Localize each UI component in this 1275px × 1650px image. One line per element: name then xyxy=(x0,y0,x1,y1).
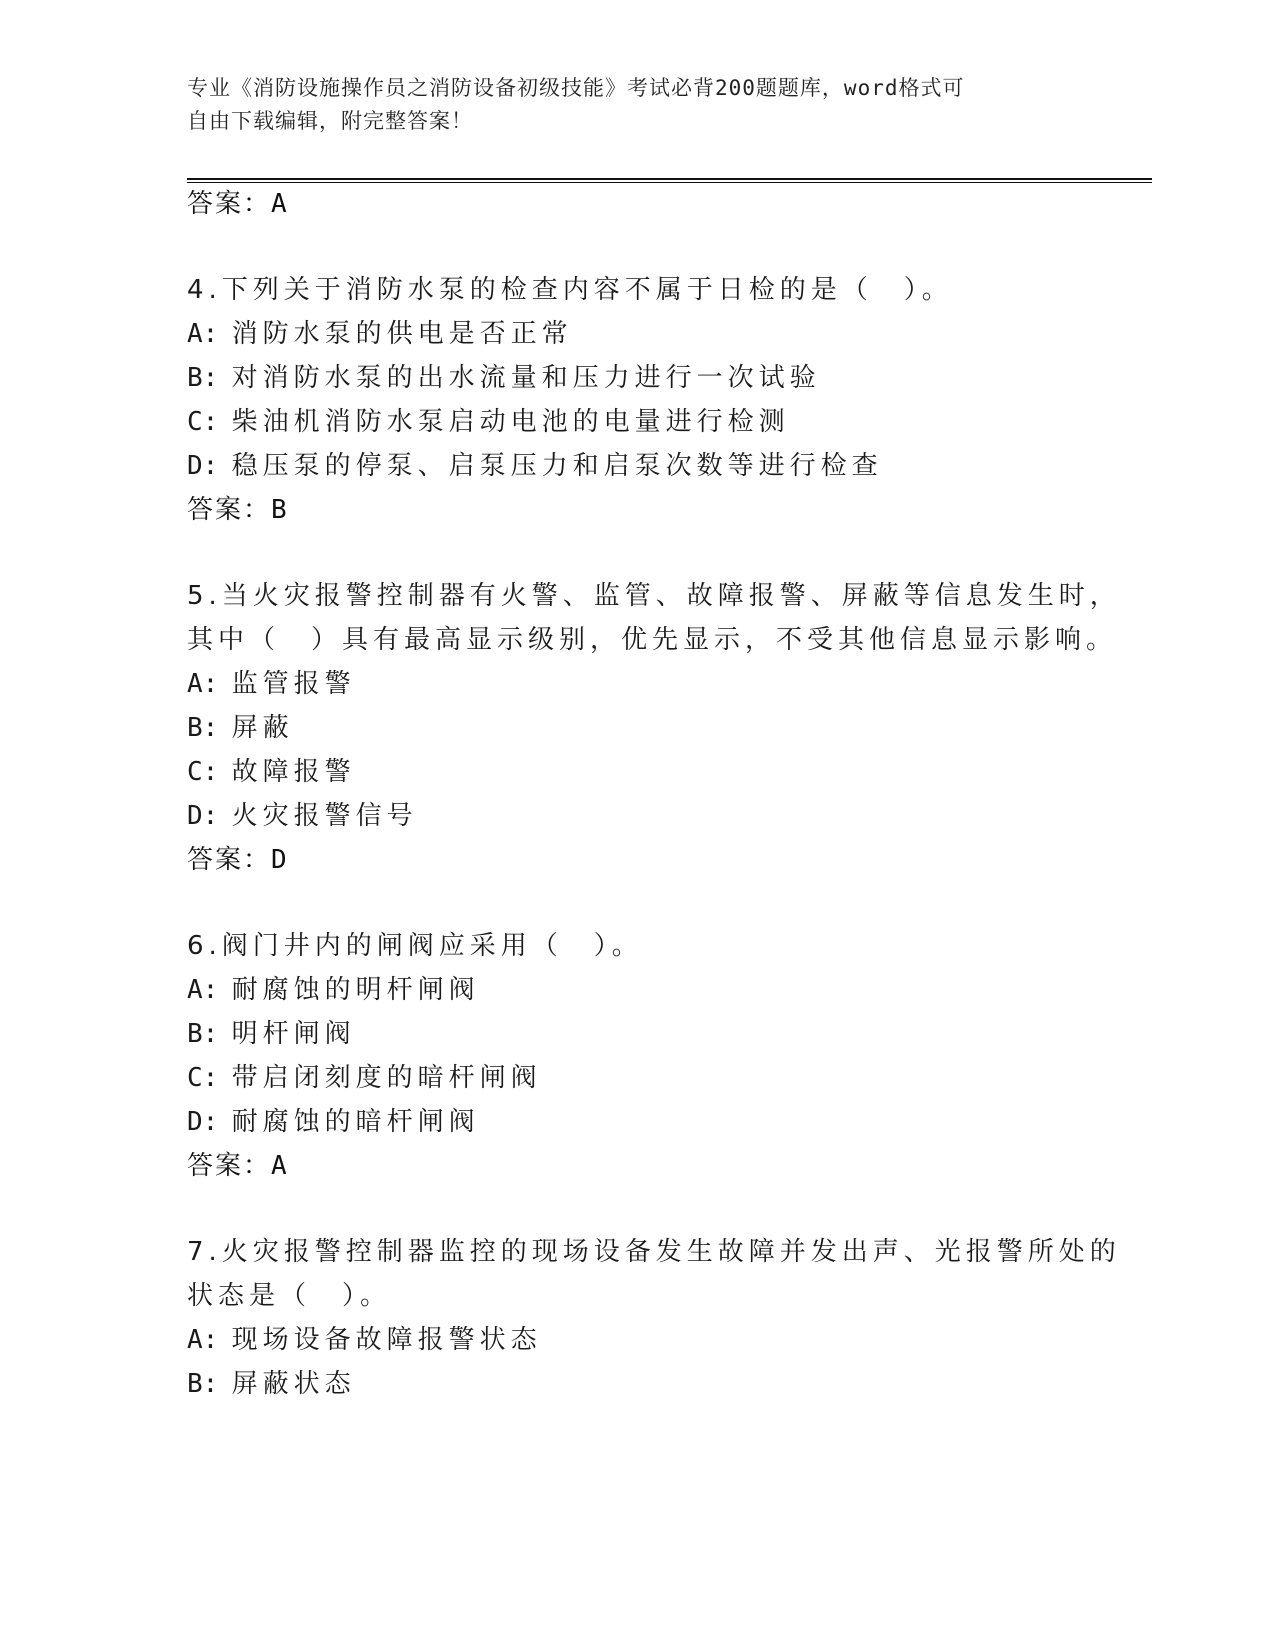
header-line-1: 专业《消防设施操作员之消防设备初级技能》考试必背200题题库，word格式可 xyxy=(187,76,965,100)
answer-value: A xyxy=(271,189,289,219)
answer-label: 答案： xyxy=(187,495,272,525)
answer-value: D xyxy=(271,845,289,875)
option-line xyxy=(187,450,883,482)
question-stem: 6.阀门井内的闸阀应采用（ ）。 xyxy=(187,931,643,961)
option-line xyxy=(187,668,356,700)
option-line xyxy=(187,756,356,788)
option-line xyxy=(187,318,573,350)
answer-label: 答案： xyxy=(187,1151,272,1181)
option-letter: A: xyxy=(187,975,219,1005)
option-line xyxy=(187,362,821,394)
header-line-2: 自由下载编辑，附完整答案！ xyxy=(187,109,473,133)
option-letter: B: xyxy=(187,363,219,393)
option-letter: D: xyxy=(187,1107,219,1137)
option-letter: A: xyxy=(187,669,219,699)
option-letter: B: xyxy=(187,1019,219,1049)
option-line xyxy=(187,1018,356,1050)
option-line xyxy=(187,712,294,744)
question-stem: 7.火灾报警控制器监控的现场设备发生故障并发出声、光报警所处的 xyxy=(187,1237,1121,1267)
answer-line xyxy=(187,188,289,220)
option-text: 对消防水泵的出水流量和压力进行一次试验 xyxy=(231,363,821,393)
option-letter: D: xyxy=(187,801,219,831)
question-stem: 5.当火灾报警控制器有火警、监管、故障报警、屏蔽等信息发生时， xyxy=(187,581,1121,611)
answer-line xyxy=(187,1150,289,1182)
option-line xyxy=(187,1062,542,1094)
option-line xyxy=(187,1106,480,1138)
option-letter: A: xyxy=(187,319,219,349)
header-divider xyxy=(187,178,1152,183)
option-text: 故障报警 xyxy=(231,757,356,787)
option-text: 稳压泵的停泵、启泵压力和启泵次数等进行检查 xyxy=(231,451,883,481)
option-text: 现场设备故障报警状态 xyxy=(231,1325,542,1355)
option-line xyxy=(187,1324,542,1356)
option-letter: C: xyxy=(187,757,219,787)
question-stem: 4.下列关于消防水泵的检查内容不属于日检的是（ ）。 xyxy=(187,275,953,305)
option-text: 明杆闸阀 xyxy=(231,1019,356,1049)
option-text: 耐腐蚀的明杆闸阀 xyxy=(231,975,480,1005)
option-text: 屏蔽 xyxy=(231,713,294,743)
option-letter: A: xyxy=(187,1325,219,1355)
answer-line xyxy=(187,844,289,876)
option-letter: C: xyxy=(187,1063,219,1093)
answer-value: B xyxy=(271,495,289,525)
option-text: 耐腐蚀的暗杆闸阀 xyxy=(231,1107,480,1137)
document-header xyxy=(187,72,1087,138)
option-line xyxy=(187,974,480,1006)
question-stem: 其中（ ）具有最高显示级别，优先显示，不受其他信息显示影响。 xyxy=(187,625,1118,655)
answer-value: A xyxy=(271,1151,289,1181)
option-text: 带启闭刻度的暗杆闸阀 xyxy=(231,1063,542,1093)
option-letter: B: xyxy=(187,1369,219,1399)
option-text: 监管报警 xyxy=(231,669,356,699)
option-line xyxy=(187,406,790,438)
option-letter: B: xyxy=(187,713,219,743)
option-line xyxy=(187,800,418,832)
option-text: 消防水泵的供电是否正常 xyxy=(231,319,573,349)
answer-label: 答案： xyxy=(187,189,272,219)
option-line xyxy=(187,1368,356,1400)
answer-label: 答案： xyxy=(187,845,272,875)
option-text: 柴油机消防水泵启动电池的电量进行检测 xyxy=(231,407,790,437)
option-text: 屏蔽状态 xyxy=(231,1369,356,1399)
question-stem: 状态是（ ）。 xyxy=(187,1281,392,1311)
option-letter: C: xyxy=(187,407,219,437)
answer-line xyxy=(187,494,289,526)
option-text: 火灾报警信号 xyxy=(231,801,418,831)
option-letter: D: xyxy=(187,451,219,481)
